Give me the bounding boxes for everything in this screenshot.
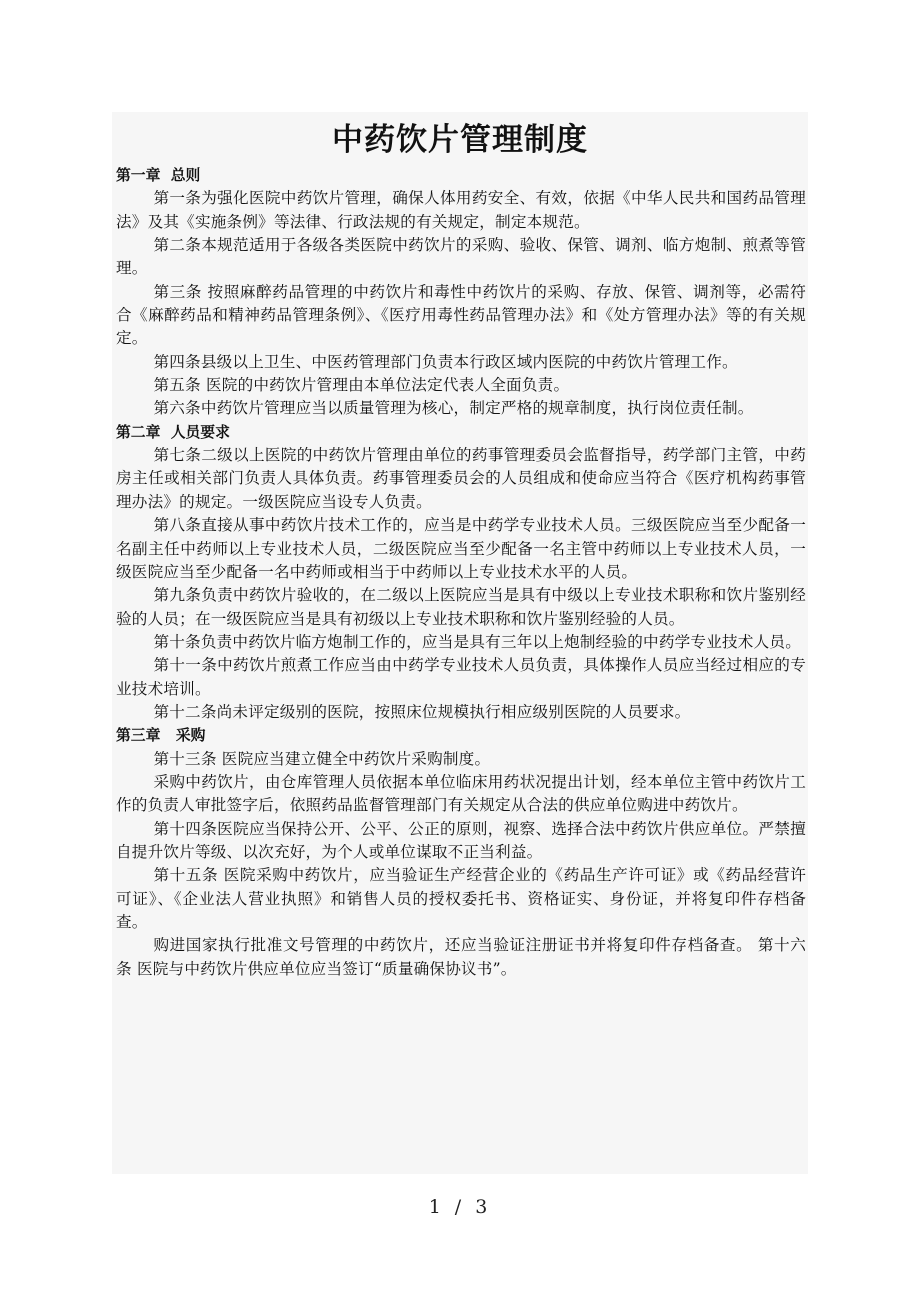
paragraph: 第七条二级以上医院的中药饮片管理由单位的药事管理委员会监督指导，药学部门主管，中药房主任或相关部门负责人具体负责。药事管理委员会的人员组成和使命应当符合《医疗机构药事管理办法》的规定。一级医院应当设专人负责。 [116, 446, 806, 511]
paragraph: 第三条 按照麻醉药品管理的中药饮片和毒性中药饮片的采购、存放、保管、调剂等，必需符合《麻醉药品和精神药品管理条例》、《医疗用毒性药品管理办法》和《处方管理办法》等的有关规定。 [116, 282, 806, 348]
total-pages-number: 3 [475, 1196, 492, 1218]
paragraph: 第四条县级以上卫生、中医药管理部门负责本行政区域内医院的中药饮片管理工作。 [153, 352, 738, 371]
paragraph: 第十二条尚未评定级别的医院，按照床位规模执行相应级别医院的人员要求。 [153, 702, 691, 721]
paragraph: 第五条 医院的中药饮片管理由本单位法定代表人全面负责。 [153, 376, 570, 395]
document-title: 中药饮片管理制度 [332, 122, 588, 158]
chapter-heading: 第三章 采购 [116, 727, 206, 745]
paragraph: 第六条中药饮片管理应当以质量管理为核心，制定严格的规章制度，执行岗位责任制。 [153, 399, 754, 418]
page-separator: / [454, 1196, 466, 1218]
paragraph: 采购中药饮片，由仓库管理人员依据本单位临床用药状况提出计划，经本单位主管中药饮片工作的负责人审批签字后，依照药品监督管理部门有关规定从合法的供应单位购进中药饮片。 [116, 772, 806, 815]
chapter-heading: 第二章 人员要求 [116, 423, 230, 441]
current-page-number: 1 [428, 1196, 445, 1218]
paragraph: 购进国家执行批准文号管理的中药饮片，还应当验证注册证书并将复印件存档备查。 第十六条 医院与中药饮片供应单位应当签订“质量确保协议书”。 [116, 936, 806, 978]
document-page [112, 112, 808, 1174]
paragraph: 第十三条 医院应当建立健全中药饮片采购制度。 [153, 749, 491, 768]
paragraph: 第十五条 医院采购中药饮片，应当验证生产经营企业的《药品生产许可证》或《药品经营许可证》、《企业法人营业执照》和销售人员的授权委托书、资格证实、身份证，并将复印件存档备查。 [116, 866, 806, 931]
page-number [0, 1196, 920, 1218]
paragraph: 第二条本规范适用于各级各类医院中药饮片的采购、验收、保管、调剂、临方炮制、煎煮等管理。 [116, 236, 806, 278]
paragraph: 第十条负责中药饮片临方炮制工作的，应当是具有三年以上炮制经验的中药学专业技术人员。 [153, 632, 801, 651]
paragraph: 第十四条医院应当保持公开、公平、公正的原则，视察、选择合法中药饮片供应单位。严禁擅自提升饮片等级、以次充好，为个人或单位谋取不正当利益。 [116, 819, 806, 861]
paragraph: 第九条负责中药饮片验收的，在二级以上医院应当是具有中级以上专业技术职称和饮片鉴别经验的人员；在一级医院应当是具有初级以上专业技术职称和饮片鉴别经验的人员。 [116, 586, 806, 628]
paragraph: 第一条为强化医院中药饮片管理，确保人体用药安全、有效，依据《中华人民共和国药品管理法》及其《实施条例》等法律、行政法规的有关规定，制定本规范。 [116, 189, 806, 231]
paragraph: 第十一条中药饮片煎煮工作应当由中药学专业技术人员负责，具体操作人员应当经过相应的专业技术培训。 [116, 656, 806, 698]
chapter-heading: 第一章 总则 [116, 167, 201, 184]
document-body [112, 164, 808, 981]
paragraph: 第八条直接从事中药饮片技术工作的，应当是中药学专业技术人员。三级医院应当至少配备一名副主任中药师以上专业技术人员，二级医院应当至少配备一名主管中药师以上专业技术人员，一级医院应当至少配备一名中药师或相当于中药师以上专业技术水平的人员。 [116, 516, 806, 581]
